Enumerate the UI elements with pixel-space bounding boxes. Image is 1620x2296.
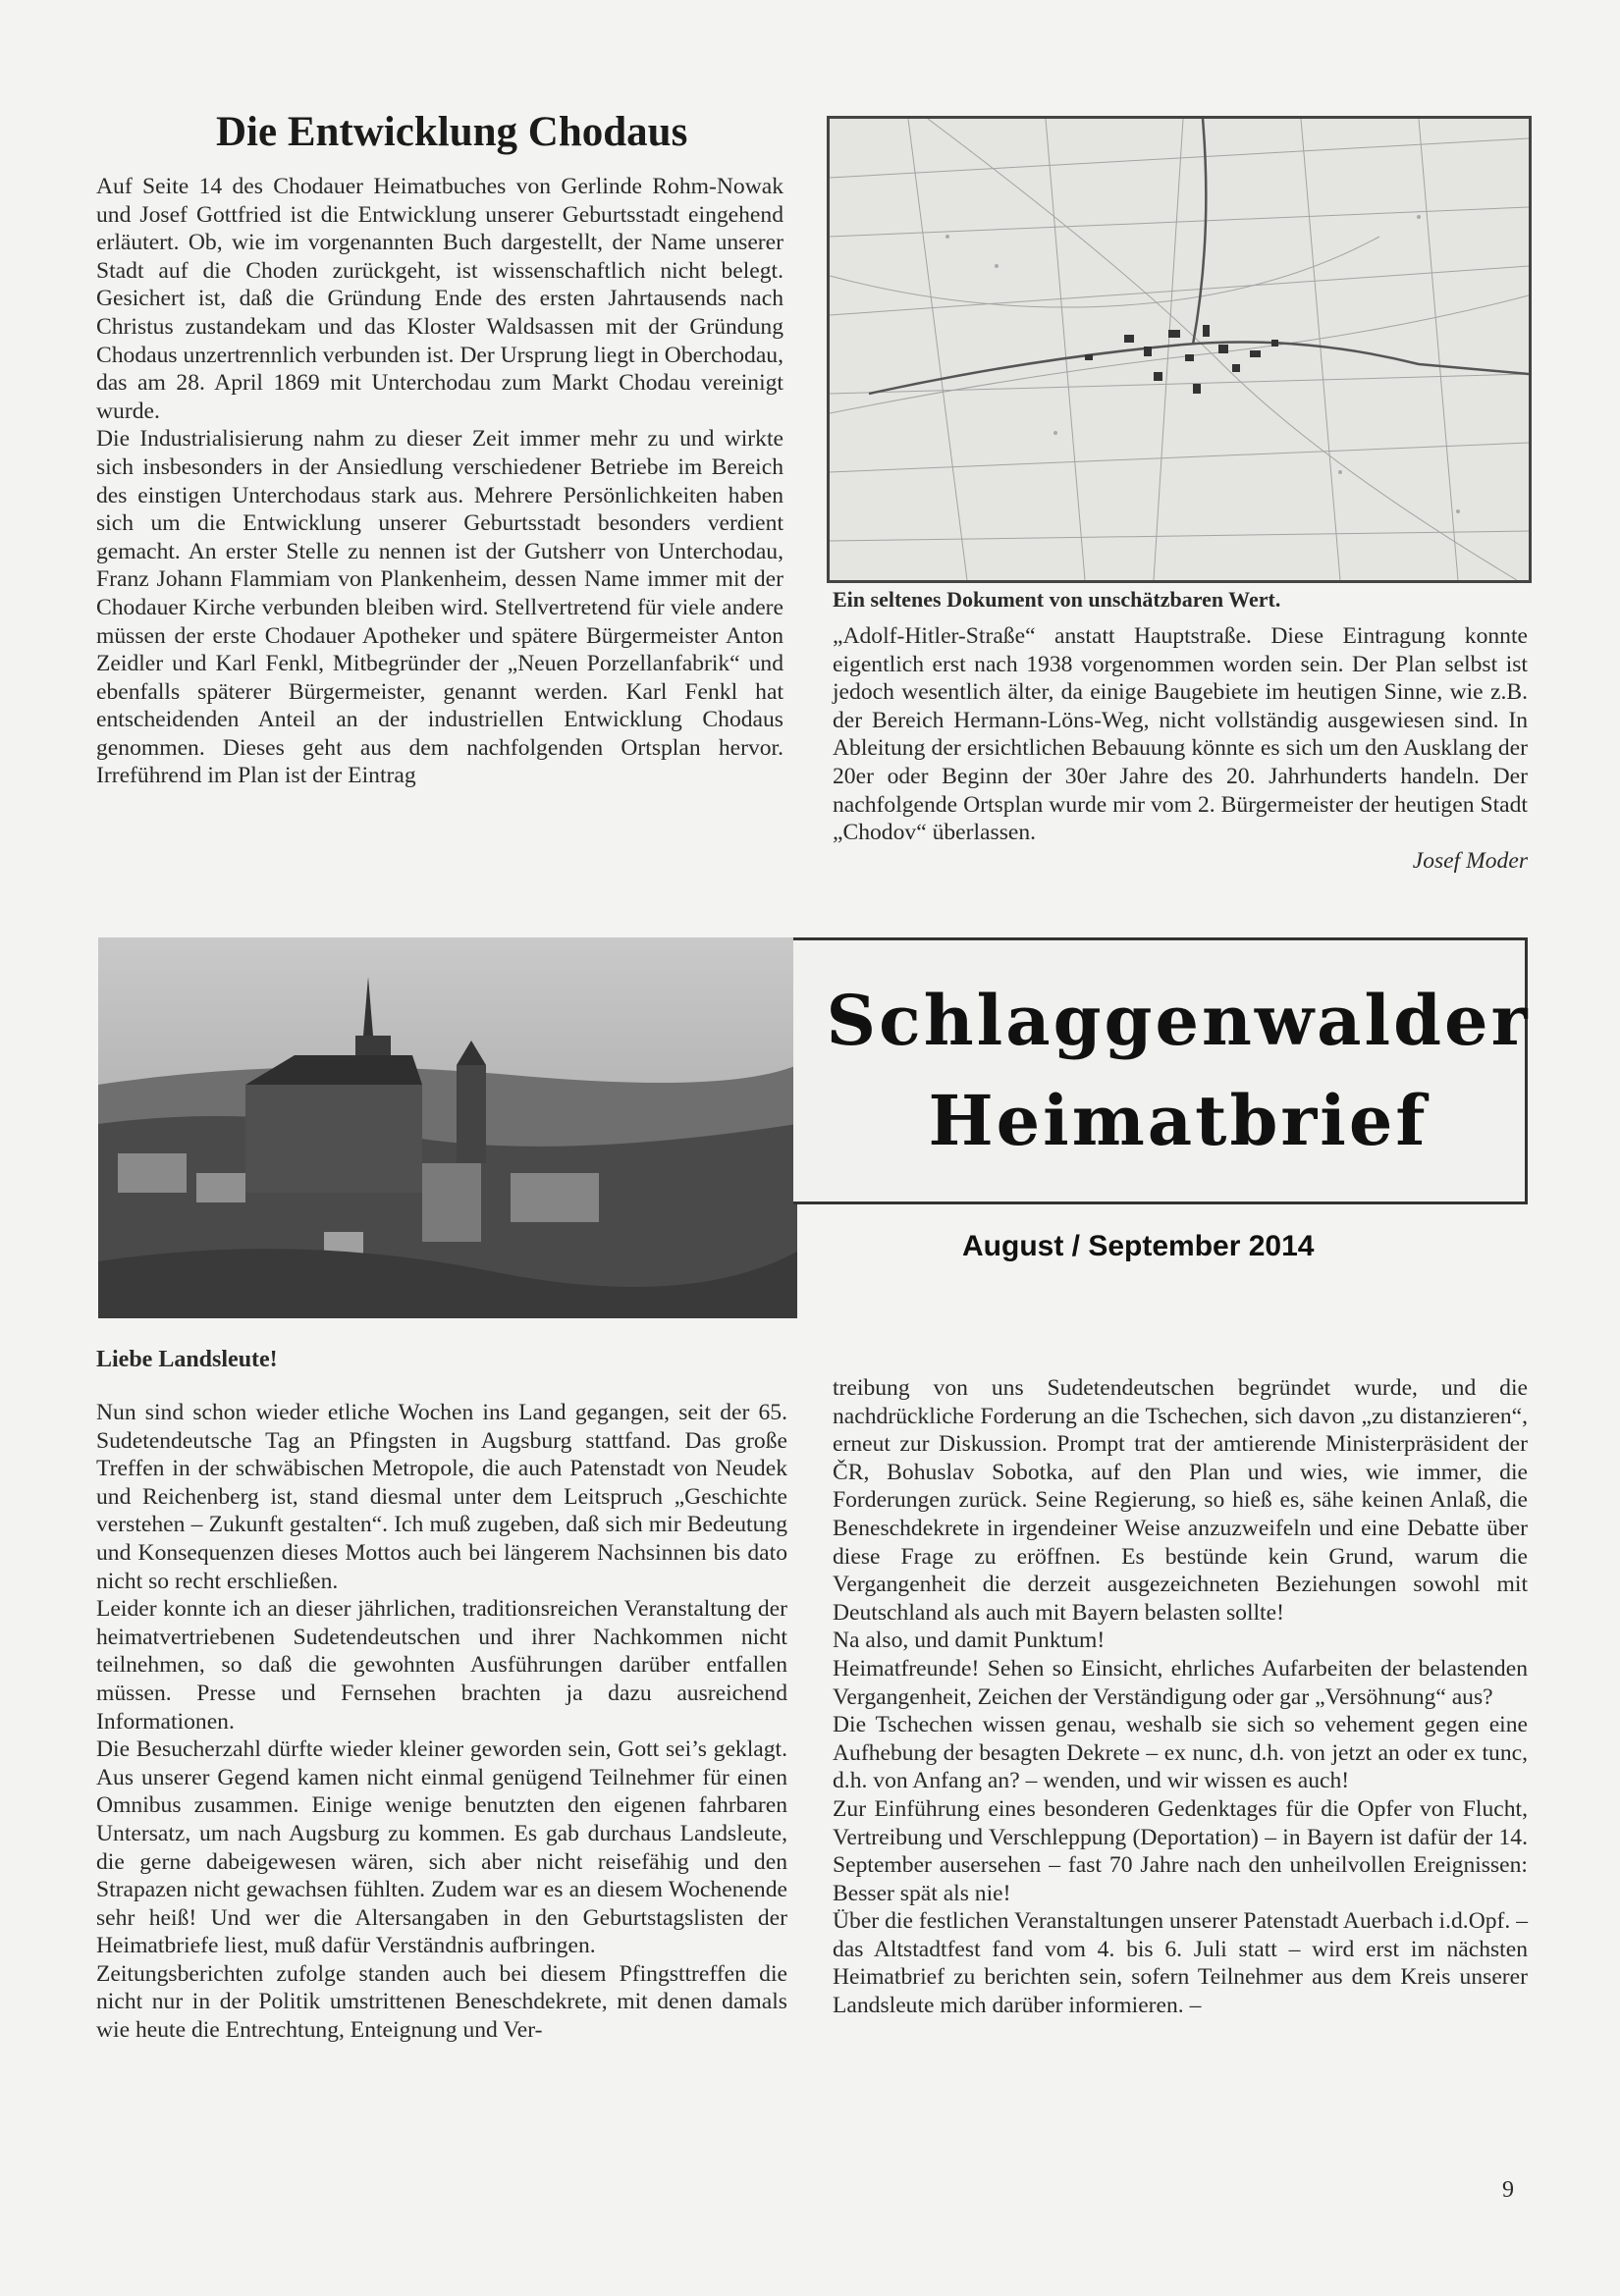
page-number: 9	[1502, 2177, 1514, 2203]
letter-paragraph: Die Tschechen wissen genau, weshalb sie sich so vehement gegen eine Aufhebung der besagten Dekrete – ex nunc, d.h. von jetzt an oder ex tunc, d.h. von Anfang an? – wenden, und wir wissen es auch!	[833, 1712, 1528, 1794]
church-photo	[98, 937, 797, 1318]
town-map-image	[827, 116, 1532, 583]
article-right-column	[833, 622, 1528, 875]
map-caption: Ein seltenes Dokument von unschätzbaren Wert.	[833, 587, 1281, 612]
letter-greeting: Liebe Landsleute!	[96, 1347, 278, 1372]
letter-right-column	[833, 1374, 1528, 2020]
article-paragraph: Die Industrialisierung nahm zu dieser Zeit immer mehr zu und wirkte sich insbesonders in der Ansiedlung verschiedener Betriebe im Bereich des einstigen Unterchodaus stark aus. Mehrere Persönlichkeiten haben sich um die Entwicklung unserer Geburtsstadt besonders verdient gemacht. An erster Stelle zu nennen ist der Gutsherr von Unterchodau, Franz Johann Flammiam von Plankenheim, dessen Name immer mit der Chodauer Kirche verbunden bleiben wird. Stellvertretend für viele andere müssen der erste Chodauer Apotheker und spätere Bürgermeister Anton Zeidler und Karl Fenkl, Mitbegründer der „Neuen Porzellanfabrik“ und ebenfalls späterer Bürgermeister, genannt werden. Karl Fenkl hat entscheidenden Anteil an der industriellen Entwicklung Chodaus genommen. Dieses geht aus dem nachfolgenden Ortsplan hervor. Irreführend im Plan ist der Eintrag	[96, 426, 783, 789]
letter-paragraph: Nun sind schon wieder etliche Wochen ins Land gegangen, seit der 65. Sudetendeutsche Tag an Pfingsten in Augsburg stattfand. Das große Treffen in der schwäbischen Metropole, die auch Patenstadt von Neudek und Reichenberg ist, stand diesmal unter dem Leitspruch „Geschichte verstehen – Zukunft gestalten“. Ich muß zugeben, daß sich mir Bedeutung und Konsequenzen dieses Mottos auch bei längerem Nachsinnen bis dato nicht so recht erschließen.	[96, 1400, 787, 1594]
masthead-title: Schlaggenwalder	[826, 980, 1531, 1061]
letter-left-column	[96, 1399, 787, 2045]
letter-paragraph: Heimatfreunde! Sehen so Einsicht, ehrliches Aufarbeiten der belastenden Vergangenheit, Zeichen der Verständigung oder gar „Versöhnung“ aus?	[833, 1655, 1528, 1710]
issue-date: August / September 2014	[962, 1230, 1315, 1262]
letter-paragraph: Leider konnte ich an dieser jährlichen, traditionsreichen Veranstaltung der heimatvertriebenen Sudetendeutschen und ihrer Nachkommen nicht teilnehmen, so daß die gewohnten Ausführungen darüber entfallen müssen. Presse und Fernsehen brachten ja dazu ausreichend Informationen.	[96, 1596, 787, 1735]
church-photo-drawing	[98, 937, 797, 1318]
masthead-box	[793, 937, 1528, 1204]
letter-paragraph: Die Besucherzahl dürfte wieder kleiner geworden sein, Gott sei’s geklagt. Aus unserer Gegend kamen nicht einmal genügend Teilnehmer für einen Omnibus zusammen. Einige wenige benutzten den eigenen fahrbaren Untersatz, um nach Augsburg zu kommen. Es gab durchaus Landsleute, die gerne dabeigewesen wären, sich aber nicht reisefähig und den Strapazen nicht gewachsen fühlten. Zudem war es an diesem Wochenende sehr heiß! Und wer die Altersangaben in den Geburtstagslisten der Heimatbriefe liest, muß dafür Verständnis aufbringen.	[96, 1736, 787, 1959]
letter-paragraph: treibung von uns Sudetendeutschen begründet wurde, und die nachdrückliche Forderung an die Tschechen, sich davon „zu distanzieren“, erneut zur Diskussion. Prompt trat der amtierende Ministerpräsident der ČR, Bohuslav Sobotka, auf den Plan und wies, wie immer, die Forderungen zurück. Seine Regierung, so hieß es, sähe keinen Anlaß, die Beneschdekrete in irgendeiner Weise anzuzweifeln und eine Debatte über diese Frage zu eröffnen. Es bestünde kein Grund, warum die Vergangenheit die derzeit ausgezeichneten Beziehungen sowohl mit Deutschland als auch mit Bayern belasten sollte!	[833, 1375, 1528, 1626]
author-signature: Josef Moder	[1412, 847, 1528, 874]
letter-paragraph: Na also, und damit Punktum!	[833, 1628, 1106, 1654]
letter-paragraph: Über die festlichen Veranstaltungen unserer Patenstadt Auerbach i.d.Opf. – das Altstadtfest fand vom 4. bis 6. Juli statt – wird erst im nächsten Heimatbrief zu berichten sein, sofern Teilnehmer aus dem Kreis unserer Landsleute mich darüber informieren. –	[833, 1908, 1528, 2019]
article-title: Die Entwicklung Chodaus	[216, 109, 688, 155]
letter-paragraph: Zur Einführung eines besonderen Gedenktages für die Opfer von Flucht, Vertreibung und Verschleppung (Deportation) – in Bayern ist dafür der 14. September ausersehen – fast 70 Jahre nach den unheilvollen Ereignissen: Besser spät als nie!	[833, 1795, 1528, 1906]
town-map-drawing	[830, 119, 1529, 580]
article-paragraph: Auf Seite 14 des Chodauer Heimatbuches von Gerlinde Rohm-Nowak und Josef Gottfried ist die Entwicklung unserer Geburtsstadt eingehend erläutert. Ob, wie im vorgenannten Buch dargestellt, der Name unserer Stadt auf die Choden zurückgeht, ist wissenschaftlich nicht belegt. Gesichert ist, daß die Gründung Ende des ersten Jahrtausends nach Christus zustandekam und das Kloster Waldsassen mit der Gründung Chodaus unzertrennlich verbunden ist. Der Ursprung liegt in Oberchodau, das am 28. April 1869 mit Unterchodau zum Markt Chodau vereinigt wurde.	[96, 174, 783, 424]
article-left-column	[96, 173, 783, 790]
masthead-subtitle: Heimatbrief	[928, 1080, 1429, 1161]
article-paragraph: „Adolf-Hitler-Straße“ anstatt Hauptstraße. Diese Eintragung konnte eigentlich erst nach 1938 vorgenommen worden sein. Der Plan selbst ist jedoch wesentlich älter, da einige Baugebiete im heutigen Sinne, wie z.B. der Bereich Hermann-Löns-Weg, nicht vollständig ausgewiesen sind. In Ableitung der ersichtlichen Bebauung könnte es sich um den Ausklang der 20er oder Beginn der 30er Jahre des 20. Jahrhunderts handeln. Der nachfolgende Ortsplan wurde mir vom 2. Bürgermeister der heutigen Stadt „Chodov“ überlassen.	[833, 623, 1528, 846]
letter-paragraph: Zeitungsberichten zufolge standen auch bei diesem Pfingsttreffen die nicht nur in der Politik umstrittenen Beneschdekrete, mit denen damals wie heute die Entrechtung, Enteignung und Ver-	[96, 1960, 787, 2044]
